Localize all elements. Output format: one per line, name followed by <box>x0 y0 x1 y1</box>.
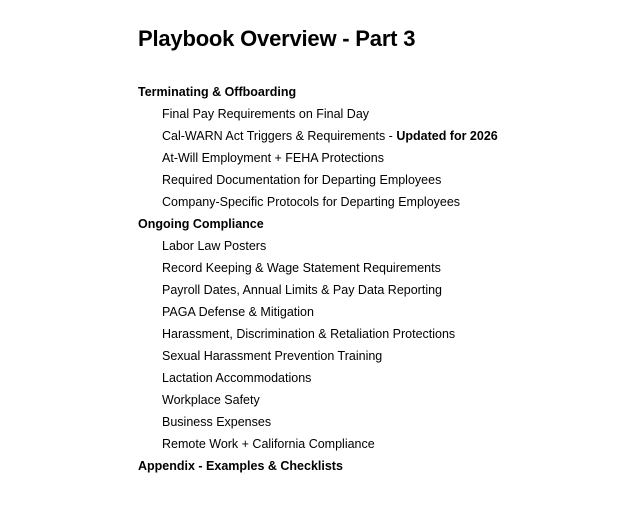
list-item-workplace-safety: Workplace Safety <box>162 393 260 407</box>
list-item-cal-warn: Cal-WARN Act Triggers & Requirements - Updated for 2026 <box>162 129 498 143</box>
list-item-company-protocols: Company-Specific Protocols for Departing Employees <box>162 195 461 209</box>
page-title: Playbook Overview - Part 3 <box>138 26 416 51</box>
list-item-record-keeping: Record Keeping & Wage Statement Requirements <box>162 261 441 275</box>
list-item-final-pay: Final Pay Requirements on Final Day <box>162 107 370 121</box>
section-terminating-offboarding <box>138 81 608 213</box>
section-heading: Terminating & Offboarding <box>138 85 297 99</box>
section-heading: Ongoing Compliance <box>138 217 264 231</box>
section-ongoing-compliance <box>138 213 608 455</box>
list-item-remote-work: Remote Work + California Compliance <box>162 437 375 451</box>
list-item-harassment-training: Sexual Harassment Prevention Training <box>162 349 383 363</box>
list-item-lactation: Lactation Accommodations <box>162 371 312 385</box>
list-item-required-documentation: Required Documentation for Departing Employees <box>162 173 442 187</box>
list-item-harassment-protections: Harassment, Discrimination & Retaliation Protections <box>162 327 456 341</box>
list-item-at-will: At-Will Employment + FEHA Protections <box>162 151 384 165</box>
section-heading: Appendix - Examples & Checklists <box>138 459 343 473</box>
list-item-business-expenses: Business Expenses <box>162 415 272 429</box>
playbook-overview <box>138 24 608 477</box>
list-item-payroll-dates: Payroll Dates, Annual Limits & Pay Data Reporting <box>162 283 442 297</box>
list-item-labor-law-posters: Labor Law Posters <box>162 239 267 253</box>
updated-note: Updated for 2026 <box>396 129 498 143</box>
section-appendix <box>138 455 608 477</box>
list-item-paga-defense: PAGA Defense & Mitigation <box>162 305 314 319</box>
